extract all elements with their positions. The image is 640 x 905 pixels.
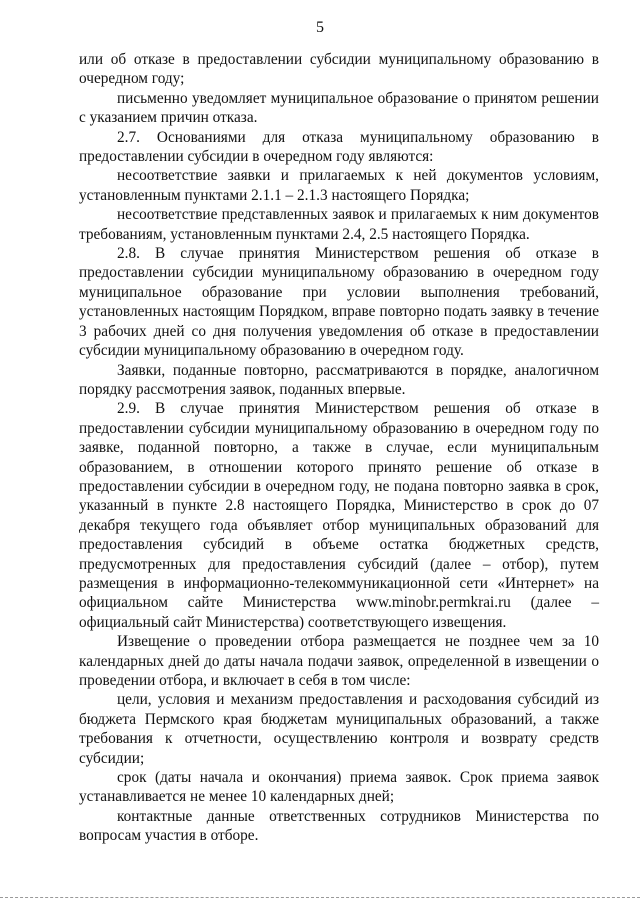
paragraph-2-8: 2.8. В случае принятия Министерством решения об отказе в предоставлении субсидии муниципальному образованию в очередном году муниципальное образование при условии выполнения требований, установленных настоящим Порядком, вправе повторно подать заявку в течение 3 рабочих дней со дня получения уведомления об отказе в предоставлении субсидии муниципальному образованию в очередном году.	[79, 245, 599, 360]
paragraph-notice-item-contacts: контактные данные ответственных сотрудников Министерства по вопросам участия в отборе.	[79, 807, 599, 845]
paragraph-notice-item-deadline: срок (даты начала и окончания) приема заявок. Срок приема заявок устанавливается не менее 10 календарных дней;	[79, 769, 599, 806]
paragraph-repeat-applications: Заявки, поданные повторно, рассматриваются в порядке, аналогичном порядку рассмотрения заявок, поданных впервые.	[79, 361, 599, 398]
paragraph-2-9: 2.9. В случае принятия Министерством решения об отказе в предоставлении субсидии муниципальному образованию в очередном году по заявке, поданной повторно, а также в случае, если муниципальным образованием, в отношении которого принято решение об отказе в предоставлении субсидии в очередном году, не подана повторно заявка в срок, указанный в пункте 2.8 настоящего Порядка, Министерство в срок до 07 декабря текущего года объявляет отбор муниципальных образований для предоставления субсидий в объеме остатка бюджетных средств, предусмотренных для предоставления субсидий (далее – отбор), путем размещения в информационно-телекоммуникационной сети «Интернет» на официальном сайте Министерства www.minobr.permkrai.ru (далее – официальный сайт Министерства) соответствующего извещения.	[79, 400, 599, 631]
page-bottom-divider	[0, 897, 640, 898]
paragraph-2-7-item-1: несоответствие заявки и прилагаемых к ней документов условиям, установленным пунктами 2.1.1 – 2.1.3 настоящего Порядка;	[79, 167, 599, 204]
paragraph-refusal-continuation: или об отказе в предоставлении субсидии муниципальному образованию в очередном году;	[79, 51, 599, 88]
paragraph-selection-notice: Извещение о проведении отбора размещается не позднее чем за 10 календарных дней до даты начала подачи заявок, определенной в извещении о проведении отбора, и включает в себя в том числе:	[79, 633, 599, 689]
paragraph-written-notice: письменно уведомляет муниципальное образование о принятом решении с указанием причин отказа.	[79, 89, 599, 127]
paragraph-notice-item-goals: цели, условия и механизм предоставления и расходования субсидий из бюджета Пермского края бюджетам муниципальных образований, а также требования к отчетности, осуществлению контроля и возврату средств субсидии;	[79, 691, 599, 767]
paragraph-2-7-item-2: несоответствие представленных заявок и прилагаемых к ним документов требованиям, установленным пунктами 2.4, 2.5 настоящего Порядка.	[79, 206, 599, 243]
paragraph-2-7: 2.7. Основаниями для отказа муниципальному образованию в предоставлении субсидии в очередном году являются:	[79, 128, 599, 166]
page-number: 5	[316, 19, 324, 36]
document-body	[79, 50, 599, 846]
